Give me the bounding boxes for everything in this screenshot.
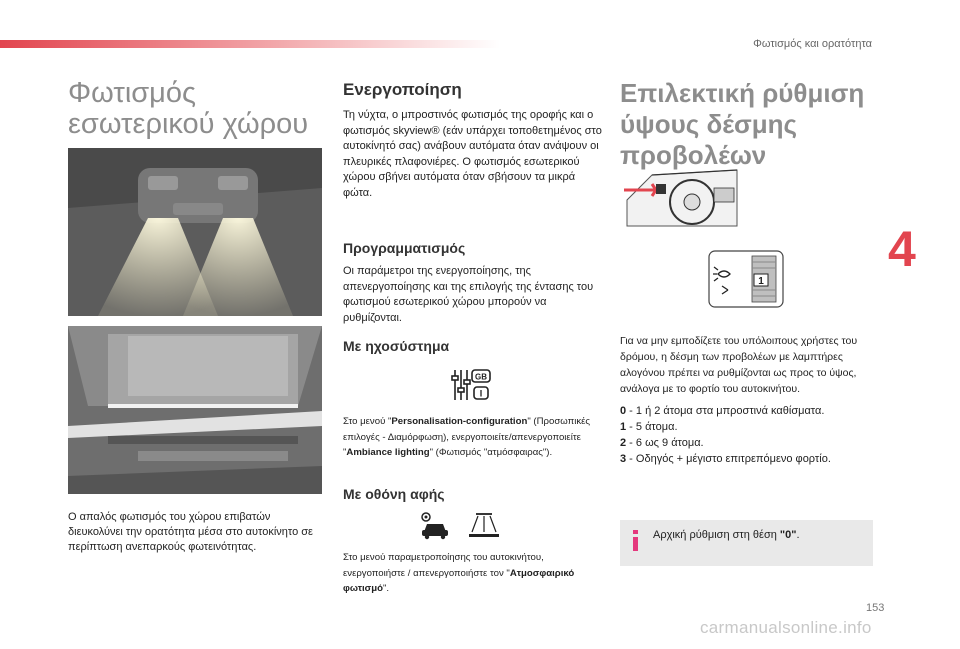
car-settings-icon (418, 510, 452, 540)
dashboard-illustration (622, 160, 742, 228)
section-title: Φωτισμός και ορατότητα (753, 38, 872, 50)
audio-system-heading: Με ηχοσύστημα (343, 338, 450, 354)
headlamp-intro-text: Για να μην εμποδίζετε του υπόλοιπους χρήστες του δρόμου, η δέσμη των προβολέων με λαμπτήρες αλογόνου πρέπει να ρυθμίζονται ως προς το ύψος, ανάλογα με το φορτίο του αυτοκινήτου. (620, 335, 858, 395)
gb-label: GB (475, 372, 487, 382)
list-item: 1 - 5 άτομα. (620, 421, 678, 433)
headlamp-positions-list (620, 403, 882, 467)
info-box (620, 520, 873, 566)
headlamp-adjust-title: Επιλεκτική ρύθμιση ύψους δέσμης προβολέων (620, 78, 865, 170)
list-item: 2 - 6 ως 9 άτομα. (620, 437, 704, 449)
list-item: 0 - 1 ή 2 άτομα στα μπροστινά καθίσματα. (620, 405, 825, 417)
headlamp-adjust-wheel (708, 250, 784, 308)
info-text: Αρχική ρύθμιση στη θέση "0". (653, 529, 800, 541)
ambient-light-icon (466, 510, 502, 540)
skyview-roof-photo (68, 326, 322, 494)
page-number: 153 (866, 602, 885, 614)
wheel-value: 1 (758, 276, 764, 287)
header-accent-bar (0, 40, 500, 48)
activation-text: Τη νύχτα, ο μπροστινός φωτισμός της οροφής και ο φωτισμός skyview® (εάν υπάρχει τοποθετημένος στο αυτοκίνητό σας) ανάβουν αυτόματα όταν ανάψουν οι πλευρικές πλαφονιέρες. Ο φωτισμός εσωτερικού χώρου σβήνει αυτόματα όταν σβήσουν τα μικρά φώτα. (343, 109, 602, 199)
watermark: carmanualsonline.info (700, 618, 872, 637)
touch-screen-heading: Με οθόνη αφής (343, 486, 445, 502)
info-icon (630, 530, 642, 552)
list-item: 3 - Οδηγός + μέγιστο επιτρεπόμενο φορτίο. (620, 453, 831, 465)
ceiling-light-caption: Ο απαλός φωτισμός του χώρου επιβατών διευκολύνει την ορατότητα μέσα στο αυτοκίνητο σε περίπτωση ανεπαρκούς φωτεινότητας. (68, 511, 313, 553)
page-title: Φωτισμός εσωτερικού χώρου (68, 77, 309, 140)
programming-heading: Προγραμματισμός (343, 240, 466, 256)
i-label: I (479, 388, 483, 399)
activation-heading: Ενεργοποίηση (343, 80, 462, 99)
audio-system-text: Στο μενού "Personalisation-configuration" (Προσωπικές επιλογές - Διαμόρφωση), ενεργοποιείτε/απενεργοποιείτε "Ambiance lighting" (Φωτισμός "ατμόσφαιρας"). (343, 416, 591, 458)
chapter-number: 4 (888, 221, 916, 277)
ceiling-lights-photo (68, 148, 322, 316)
audio-settings-icon (450, 368, 492, 402)
programming-text: Οι παράμετροι της ενεργοποίησης, της απενεργοποίησης και της επιλογής της έντασης του φωτισμού εσωτερικού χώρου μπορούν να ρυθμίζονται. (343, 265, 594, 324)
touch-screen-text: Στο μενού παραμετροποίησης του αυτοκινήτου, ενεργοποιήστε / απενεργοποιήστε τον "Ατμοσφαιρικό φωτισμό". (343, 552, 575, 594)
